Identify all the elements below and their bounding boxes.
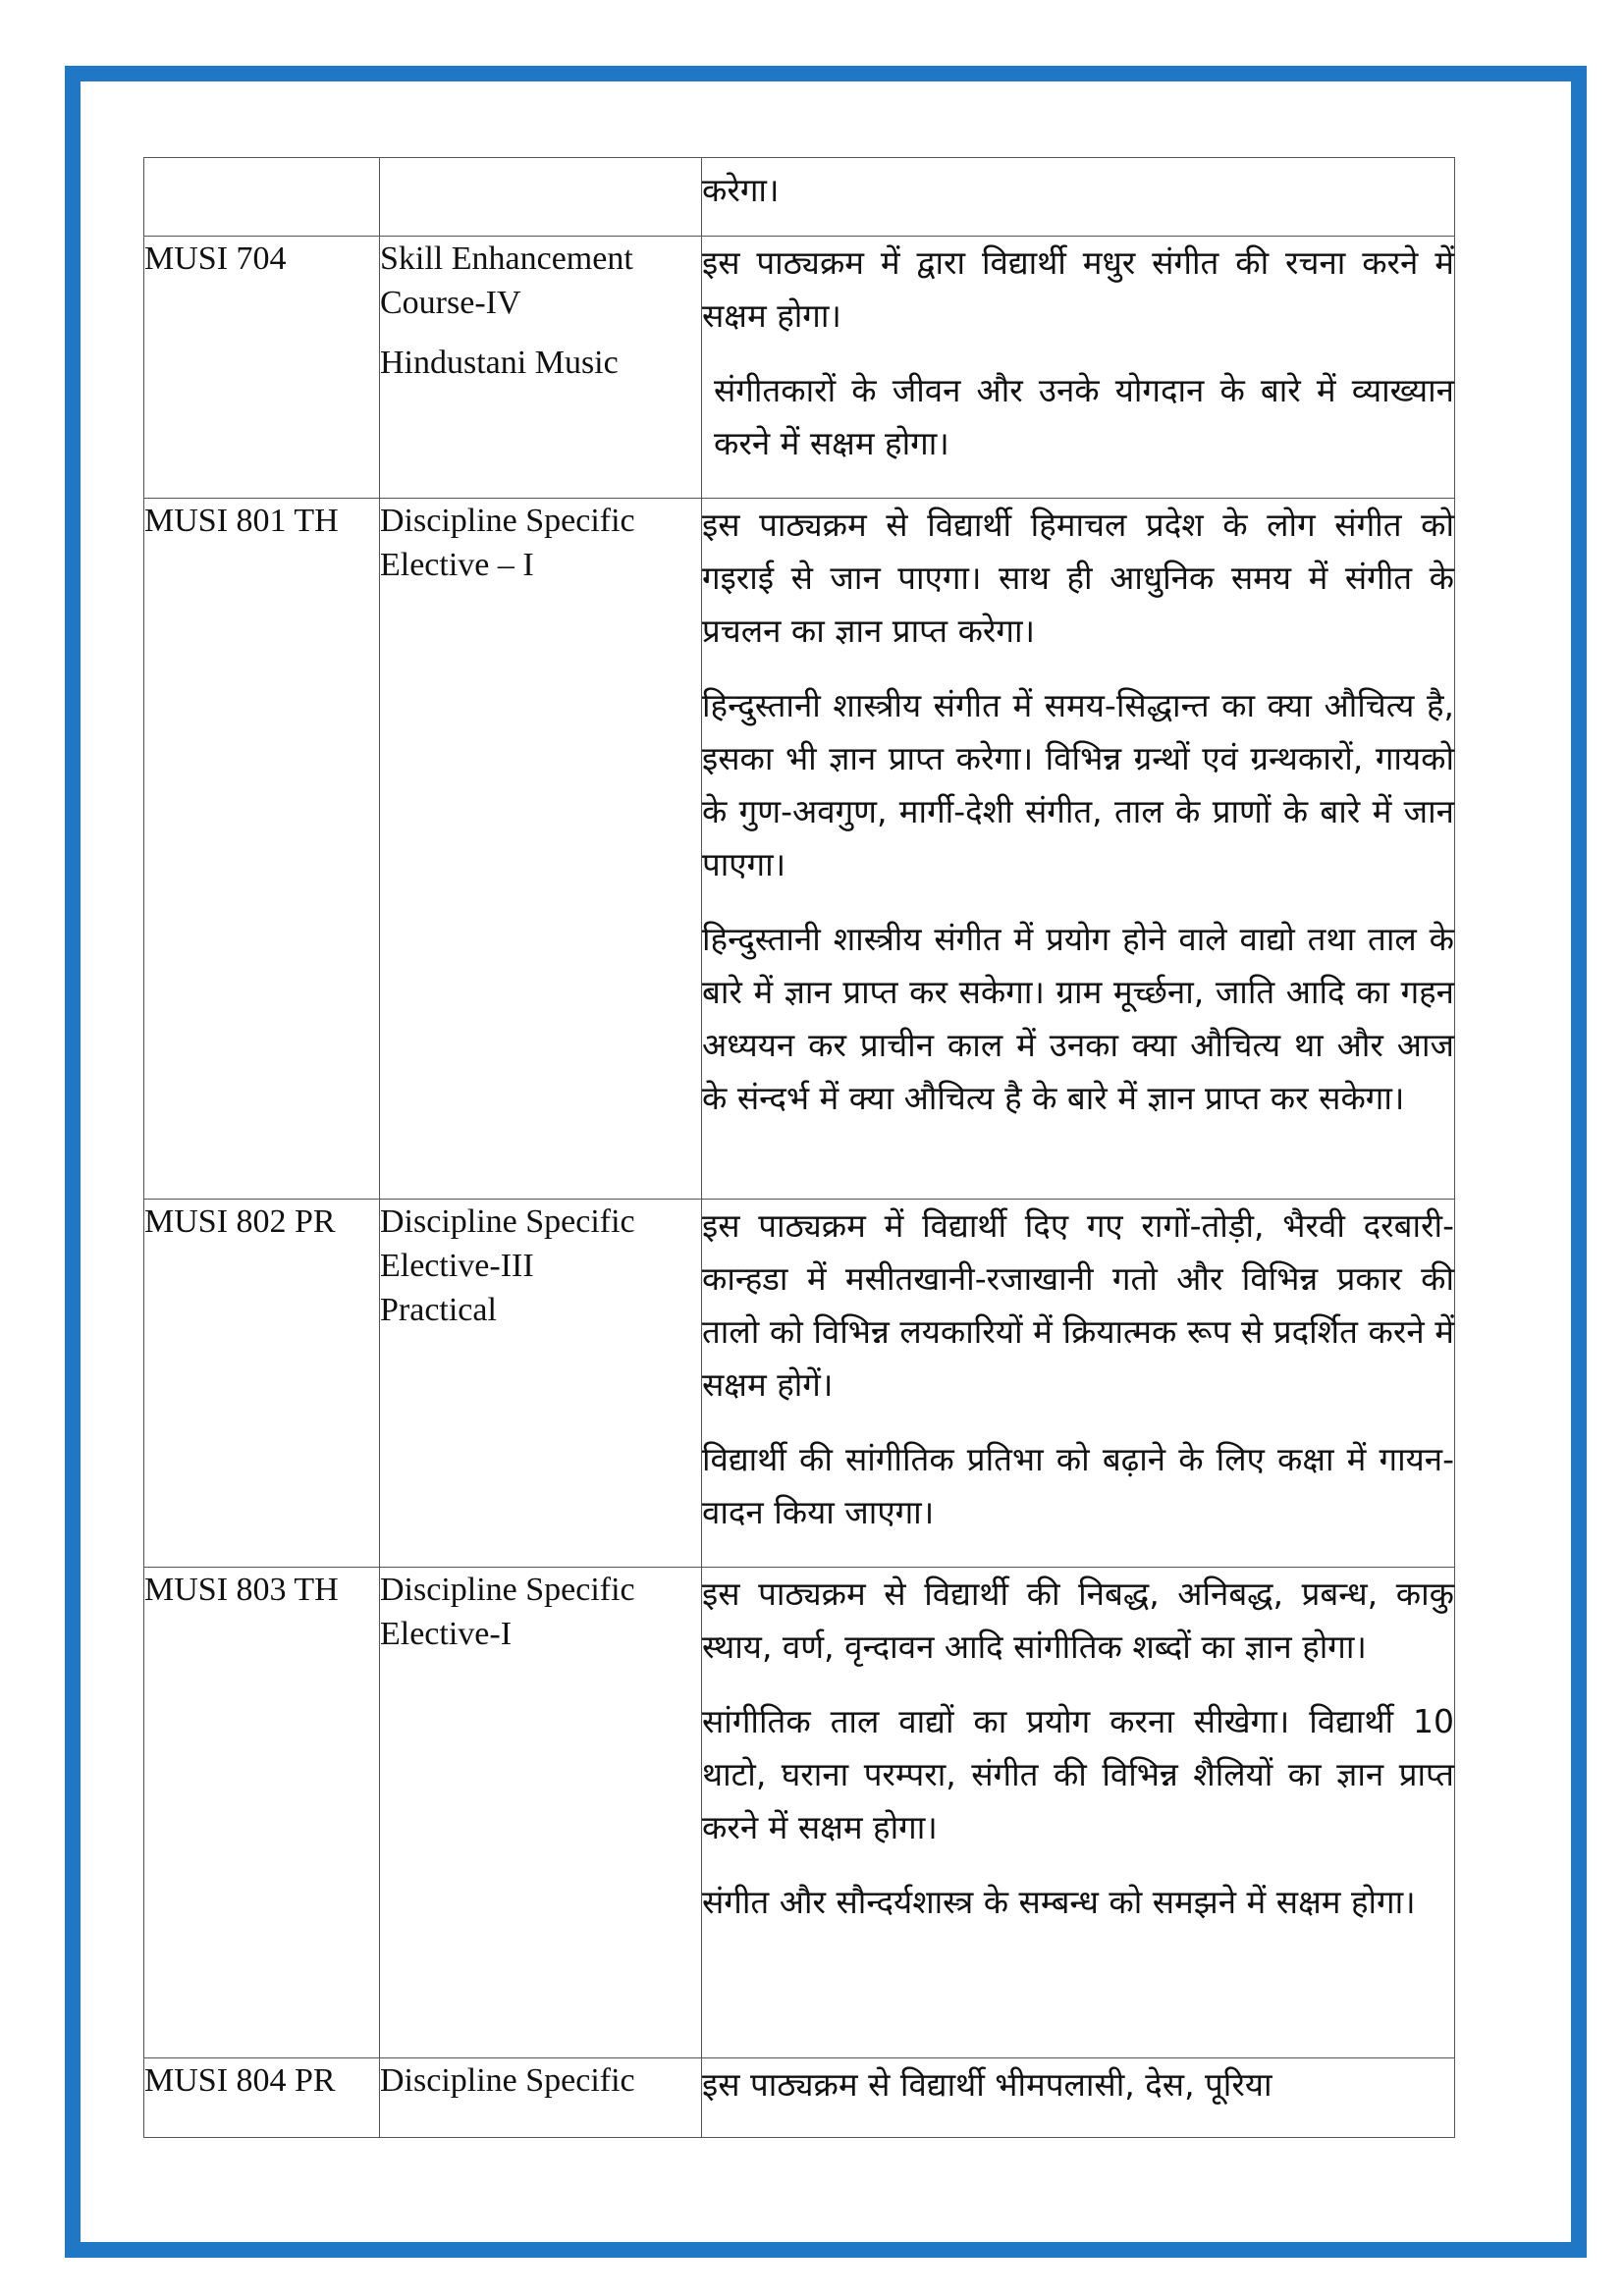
outcome-paragraph: इस पाठ्यक्रम में विद्यार्थी दिए गए रागों-तोड़ी, भैरवी दरबारी-कान्हडा में मसीतखानी-रजाखानी गतो और विभिन्न प्रकार की तालो को विभिन्न लयकारियों में क्रियात्मक रूप से प्रदर्शित करने में सक्षम होगें। (702, 1206, 1454, 1404)
table-row (144, 1568, 1455, 2058)
course-outcome (702, 158, 1455, 237)
table-row (144, 1200, 1455, 1568)
course-name-line: Discipline Specific (380, 1203, 635, 1240)
course-name-line: Discipline Specific (380, 1572, 635, 1608)
course-outcome (702, 499, 1455, 1200)
outcome-paragraph: हिन्दुस्तानी शास्त्रीय संगीत में प्रयोग होने वाले वाद्यो तथा ताल के बारे में ज्ञान प्राप्त कर सकेगा। ग्राम मूर्च्छना, जाति आदि का गहन अध्ययन कर प्राचीन काल में उनका क्या औचित्य था और आज के संन्दर्भ में क्या औचित्य है के बारे में ज्ञान प्राप्त कर सकेगा। (702, 920, 1454, 1117)
course-outcome (702, 237, 1455, 499)
outcome-paragraph: संगीत और सौन्दर्यशास्त्र के सम्बन्ध को समझने में सक्षम होगा। (702, 1883, 1416, 1921)
course-name (380, 2058, 702, 2138)
outcome-paragraph: सांगीतिक ताल वाद्यों का प्रयोग करना सीखेगा। विद्यार्थी 10 थाटो, घराना परम्परा, संगीत की विभिन्न शैलियों का ज्ञान प्राप्त करने में सक्षम होगा। (702, 1702, 1454, 1846)
course-name-line: Elective-I (380, 1616, 513, 1652)
course-code: MUSI 801 TH (144, 499, 380, 1200)
course-outcomes-table (143, 157, 1455, 2138)
table-row (144, 158, 1455, 237)
outcome-paragraph: संगीतकारों के जीवन और उनके योगदान के बारे में व्याख्यान करने में सक्षम होगा। (714, 371, 1454, 462)
course-outcome (702, 2058, 1455, 2138)
course-name-line: Practical (380, 1292, 497, 1328)
course-name-line: Discipline Specific (380, 2062, 635, 2099)
outcome-paragraph: करेगा। (702, 171, 780, 209)
course-code: MUSI 704 (144, 237, 380, 499)
outcome-paragraph: इस पाठ्यक्रम से विद्यार्थी की निबद्ध, अनिबद्ध, प्रबन्ध, काकु स्थाय, वर्ण, वृन्दावन आदि सांगीतिक शब्दों का ज्ञान होगा। (702, 1575, 1454, 1666)
outcome-paragraph: विद्यार्थी की सांगीतिक प्रतिभा को बढ़ाने के लिए कक्षा में गायन-वादन किया जाएगा। (702, 1440, 1454, 1531)
course-name (380, 1200, 702, 1568)
course-code (144, 158, 380, 237)
course-name-line: Skill Enhancement (380, 240, 633, 277)
course-name-line: Elective – I (380, 547, 534, 583)
table-row (144, 237, 1455, 499)
table-row (144, 499, 1455, 1200)
outcome-paragraph: इस पाठ्यक्रम से विद्यार्थी हिमाचल प्रदेश के लोग संगीत को गइराई से जान पाएगा। साथ ही आधुनिक समय में संगीत के प्रचलन का ज्ञान प्राप्त करेगा। (702, 506, 1454, 650)
outcome-paragraph: हिन्दुस्तानी शास्त्रीय संगीत में समय-सिद्धान्त का क्या औचित्य है, इसका भी ज्ञान प्राप्त करेगा। विभिन्न ग्रन्थों एवं ग्रन्थकारों, गायको के गुण-अवगुण, मार्गी-देशी संगीत, ताल के प्राणों के बारे में जान पाएगा। (702, 686, 1454, 883)
table-row (144, 2058, 1455, 2138)
course-outcome (702, 1200, 1455, 1568)
course-name (380, 1568, 702, 2058)
course-name (380, 237, 702, 499)
course-code: MUSI 804 PR (144, 2058, 380, 2138)
course-name (380, 499, 702, 1200)
outcome-paragraph: इस पाठ्यक्रम से विद्यार्थी भीमपलासी, देस, पूरिया (702, 2065, 1272, 2104)
course-code: MUSI 802 PR (144, 1200, 380, 1568)
course-name-line: Hindustani Music (380, 345, 619, 381)
course-outcome (702, 1568, 1455, 2058)
course-name-line: Elective-III (380, 1248, 534, 1284)
course-name (380, 158, 702, 237)
course-name-line: Discipline Specific (380, 503, 635, 539)
course-name-line: Course-IV (380, 285, 521, 321)
outcome-paragraph: इस पाठ्यक्रम में द्वारा विद्यार्थी मधुर संगीत की रचना करने में सक्षम होगा। (702, 243, 1454, 335)
course-code: MUSI 803 TH (144, 1568, 380, 2058)
